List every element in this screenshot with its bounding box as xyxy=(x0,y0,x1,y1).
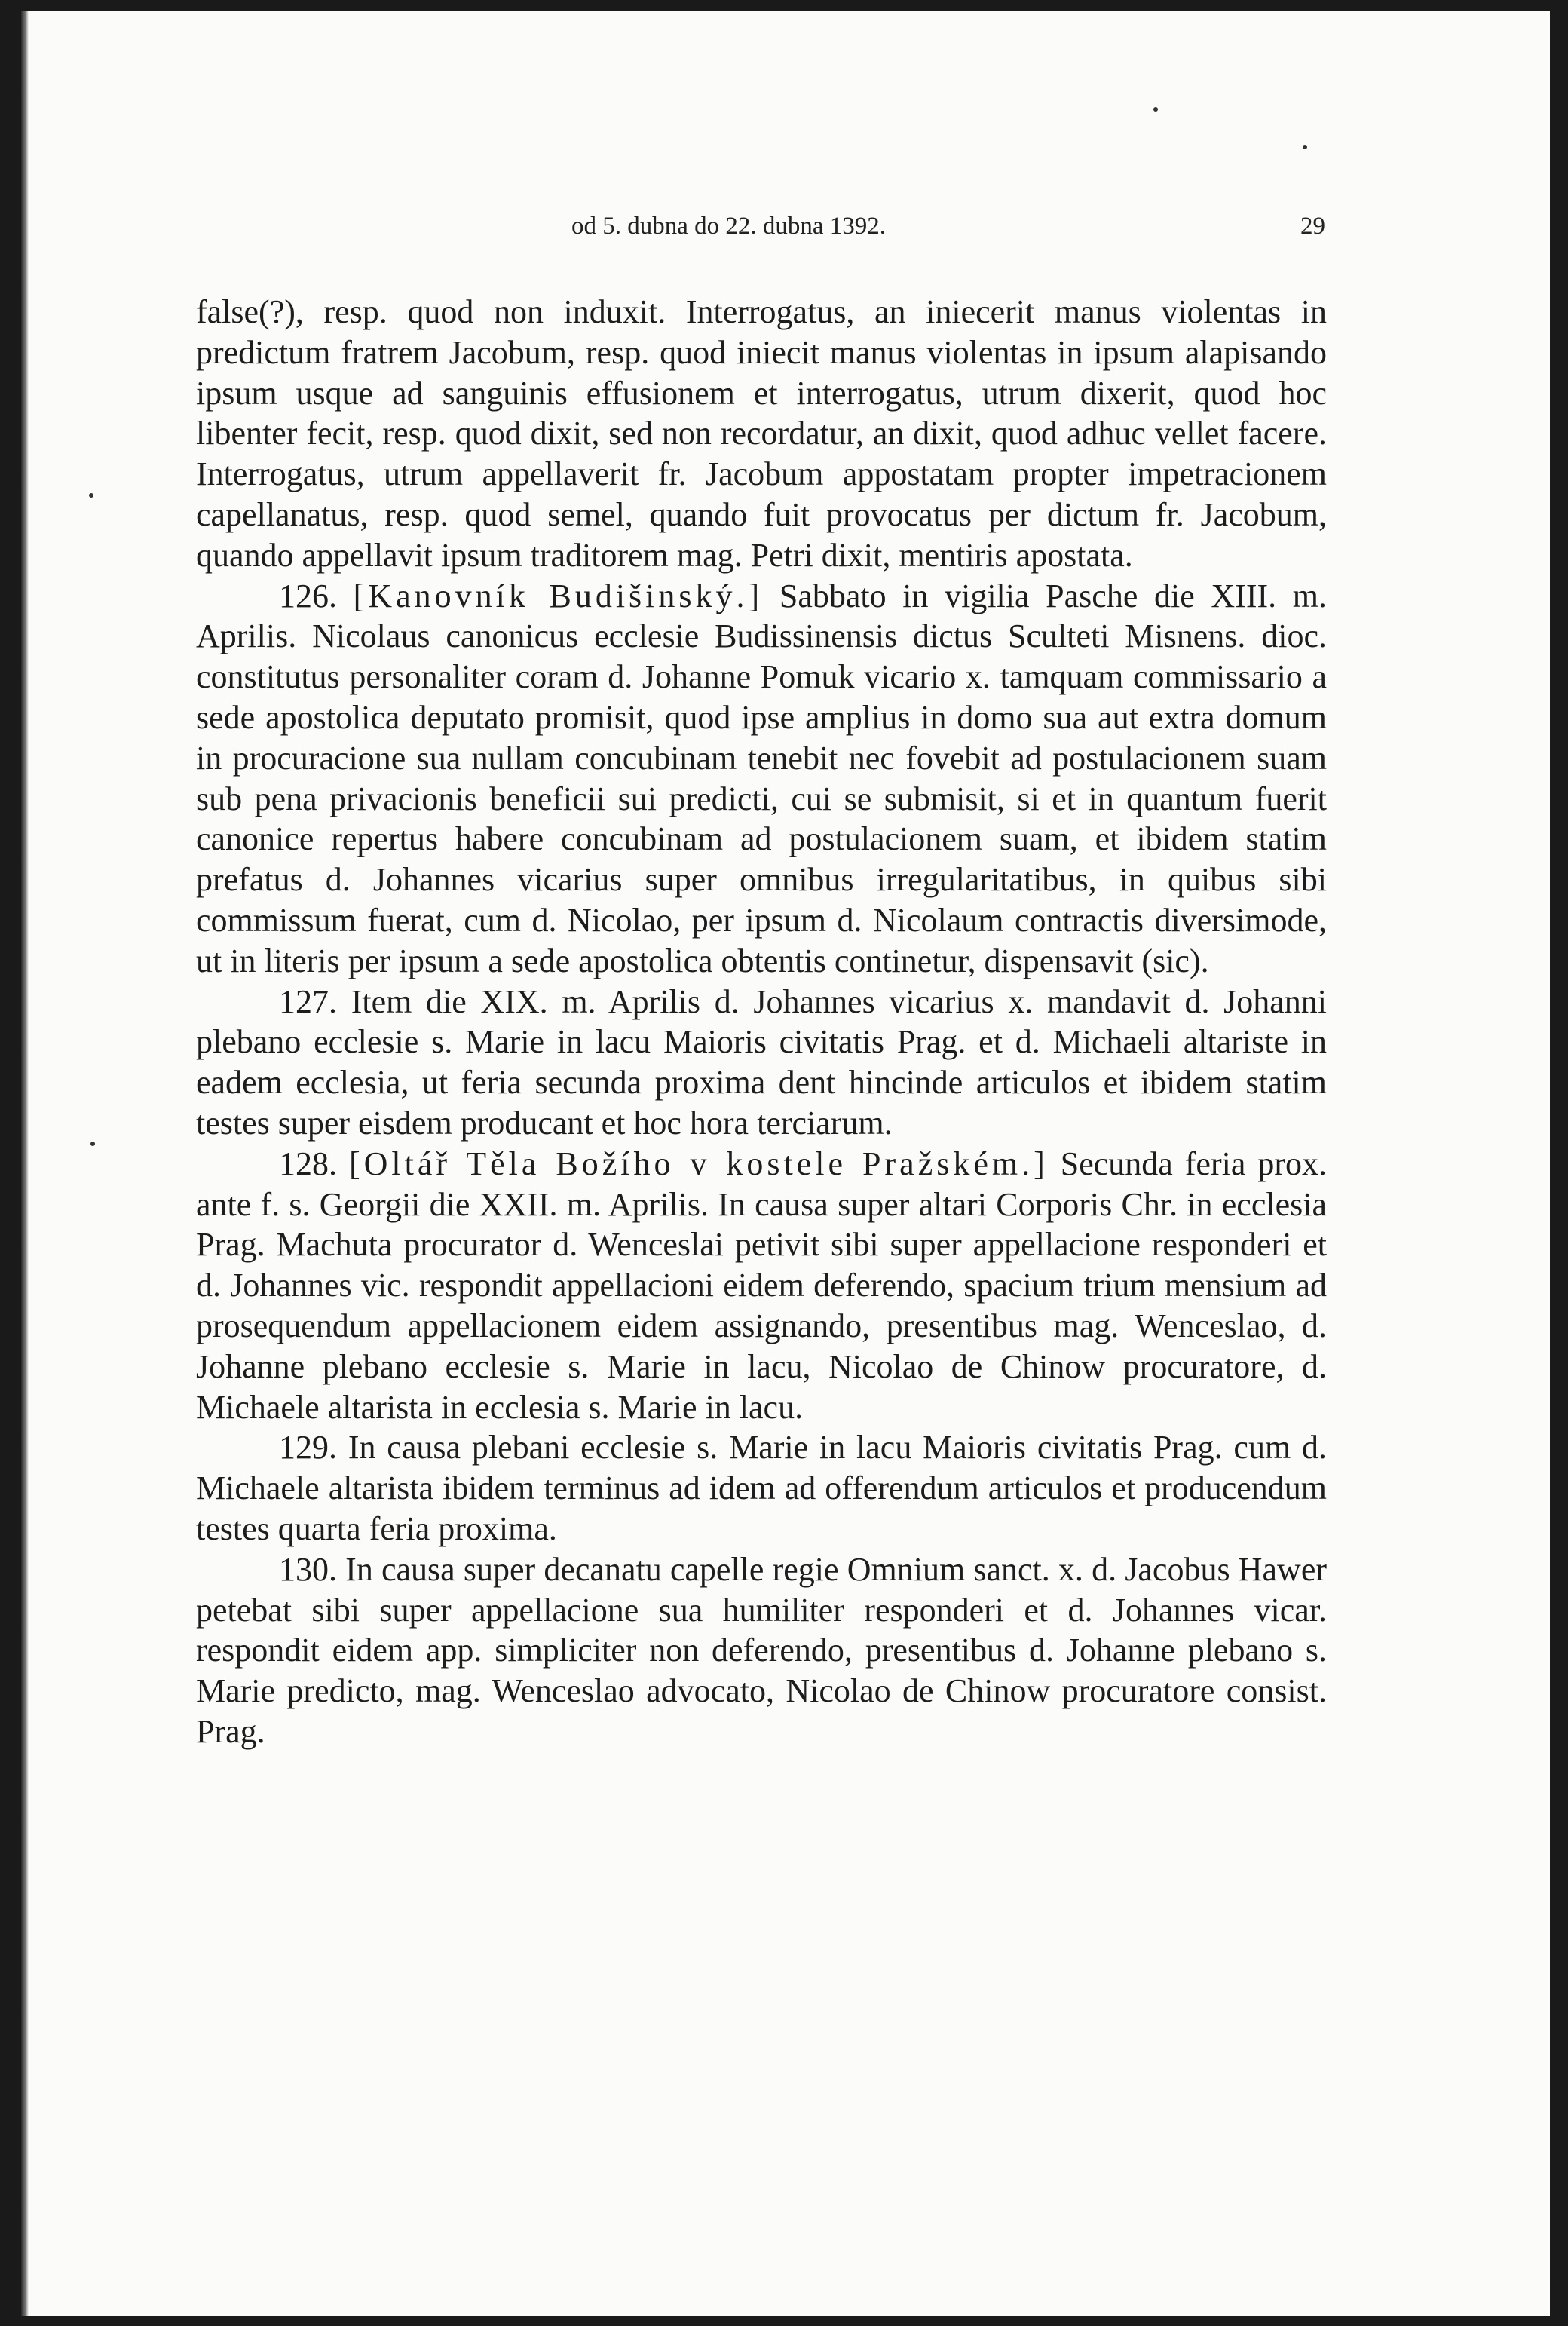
entry-130 xyxy=(196,1549,1327,1752)
entry-text: In causa super decanatu capelle regie Omnium sanct. x. d. Jacobus Hawer petebat sibi super appellacione sua humiliter responderi et d. Johannes vicar. respondit eidem app. simpliciter non deferendo, presentibus d. Johanne plebano s. Marie predicto, mag. Wenceslao advocato, Nicolao de Chinow procuratore consist. Prag. xyxy=(196,1550,1327,1750)
entry-128 xyxy=(196,1144,1327,1428)
page-binding-edge xyxy=(21,11,29,2316)
body-text xyxy=(196,292,1327,1752)
entry-text: In causa plebani ecclesie s. Marie in lacu Maioris civitatis Prag. cum d. Michaele altarista ibidem terminus ad idem ad offerendum articulos et producendum testes quarta feria proxima. xyxy=(196,1429,1328,1547)
entry-text: Sabbato in vigilia Pasche die XIII. m. Aprilis. Nicolaus canonicus ecclesie Budissinensis dictus Sculteti Misnens. dioc. constitutus personaliter coram d. Johanne Pomuk vicario x. tamquam commissario a sede apostolica deputato promisit, quod ipse amplius in domo sua aut extra domum in procuracione sua nullam concubinam tenebit nec fovebit ad postulacionem suam sub pena privacionis beneficii sui predicti, cui se submisit, si et in quantum fuerit canonice repertus habere concubinam ad postulacionem suam, et ibidem statim prefatus d. Johannes vicarius super omnibus irregularitatibus, in quibus sibi commissum fuerat, cum d. Nicolao, per ipsum d. Nicolaum contractis diversimode, ut in literis per ipsum a sede apostolica obtentis continetur, dispensavit (sic). xyxy=(196,577,1328,979)
entry-number: 127. xyxy=(279,982,337,1020)
paper-speck xyxy=(90,1142,95,1146)
entry-heading: [Kanovník Budišinský.] xyxy=(353,577,764,614)
entry-number: 128. xyxy=(279,1145,337,1182)
book-page xyxy=(21,11,1550,2316)
page-header xyxy=(194,213,1325,249)
entry-number: 126. xyxy=(279,577,337,614)
paper-speck xyxy=(1303,145,1307,149)
paper-speck xyxy=(1153,107,1158,112)
entry-127 xyxy=(196,982,1327,1144)
entry-129 xyxy=(196,1427,1327,1549)
paragraph-continuation xyxy=(196,292,1327,576)
entry-text: Secunda feria prox. ante f. s. Georgii die XXII. m. Aprilis. In causa super altari Corporis Chr. in ecclesia Prag. Machuta procurator d. Wenceslai petivit sibi super appellacione responderi et d. Johannes vic. respondit appellacioni eidem deferendo, spacium trium mensium ad prosequendum appellacionem eidem assignando, presentibus mag. Wenceslao, d. Johanne plebano ecclesie s. Marie in lacu, Nicolao de Chinow procuratore, d. Michaele altarista in ecclesia s. Marie in lacu. xyxy=(196,1145,1327,1426)
running-title: od 5. dubna do 22. dubna 1392. xyxy=(571,213,887,240)
entry-126 xyxy=(196,576,1327,982)
entry-heading: [Oltář Těla Božího v kostele Pražském.] xyxy=(348,1145,1049,1182)
entry-number: 130. xyxy=(279,1550,337,1588)
paragraph-text: false(?), resp. quod non induxit. Interrogatus, an iniecerit manus violentas in predictum fratrem Jacobum, resp. quod iniecit manus violentas in ipsum alapisando ipsum usque ad sanguinis effusionem et interrogatus, utrum dixerit, quod hoc libenter fecit, resp. quod dixit, sed non recordatur, an dixit, quod adhuc vellet facere. Interrogatus, utrum appellaverit fr. Jacobum appostatam propter impetracionem capellanatus, resp. quod semel, quando fuit provocatus per dictum fr. Jacobum, quando appellavit ipsum traditorem mag. Petri dixit, mentiris apostata. xyxy=(196,293,1327,574)
entry-number: 129. xyxy=(279,1429,337,1466)
entry-text: Item die XIX. m. Aprilis d. Johannes vicarius x. mandavit d. Johanni plebano ecclesie s. Marie in lacu Maioris civitatis Prag. et d. Michaeli altariste in eadem ecclesia, ut feria secunda proxima dent hincinde articulos et ibidem statim testes super eisdem producant et hoc hora terciarum. xyxy=(196,982,1327,1142)
paper-speck xyxy=(89,493,93,498)
page-number: 29 xyxy=(1300,213,1325,240)
